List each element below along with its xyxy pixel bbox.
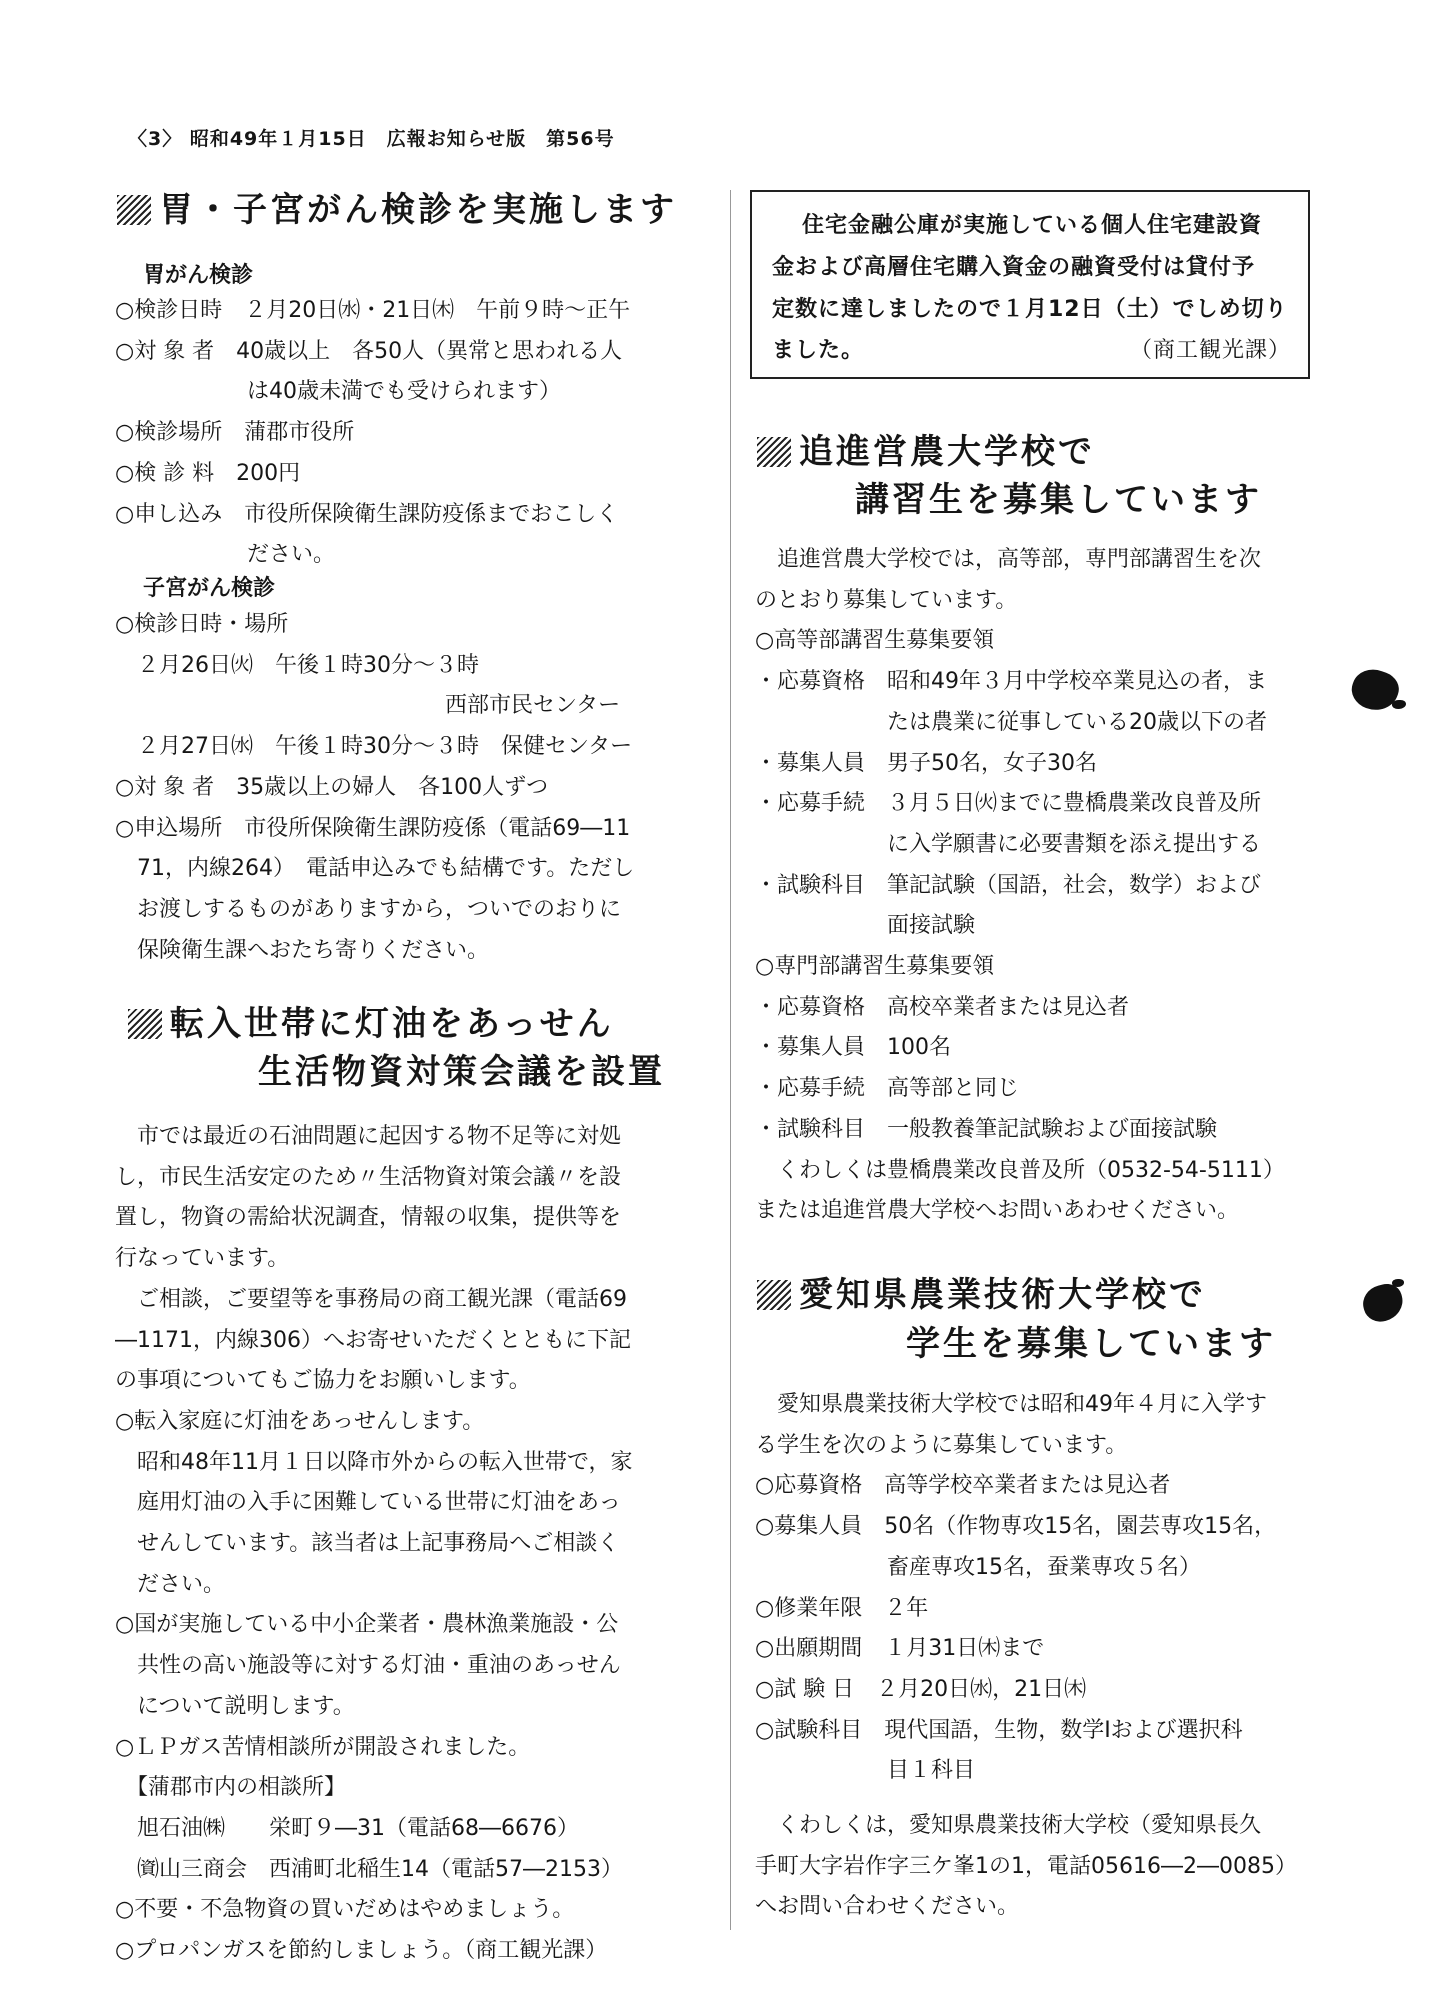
text-line: 目１科目	[755, 1758, 976, 1784]
text-line: 愛知県農業技術大学校では昭和49年４月に入学す	[755, 1392, 1267, 1417]
text-line: ○修業年限 ２年	[755, 1595, 929, 1621]
text-line: ○検診日時・場所	[115, 612, 289, 637]
text-line: お渡しするものがありますから，ついでのおりに	[115, 896, 622, 922]
notice-dept: （商工観光課）	[1130, 338, 1292, 363]
hatch-mark-icon	[757, 437, 791, 467]
text-line: ・募集人員 男子50名，女子30名	[755, 750, 1097, 776]
ink-blot-mark	[1359, 1280, 1407, 1325]
text-line: について説明します。	[115, 1693, 355, 1719]
section-title-agri-school	[757, 428, 1095, 476]
text-line: くわしくは豊橋農業改良普及所（0532-54-5111）	[755, 1157, 1285, 1183]
ink-blot-mark	[1392, 1279, 1404, 1287]
text-line: し，市民生活安定のため〃生活物資対策会議〃を設	[115, 1164, 622, 1190]
text-line: ・試験科目 筆記試験（国語，社会，数学）および	[755, 872, 1262, 898]
text-line: へお問い合わせください。	[755, 1894, 1020, 1920]
text-line: ○高等部講習生募集要領	[755, 628, 995, 654]
text-line: ・応募資格 高校卒業者または見込者	[755, 994, 1130, 1020]
text-line: ○試験科目 現代国語，生物，数学Ⅰおよび選択科	[755, 1717, 1243, 1743]
text-line: ○申込場所 市役所保険衛生課防疫係（電話69―11	[115, 815, 631, 841]
section-title-kerosene	[128, 1000, 614, 1048]
text-line: のとおり募集しています。	[755, 587, 1018, 613]
text-line: 71，内線264） 電話申込みでも結構です。ただし	[115, 856, 635, 882]
text-line: ○ＬＰガス苦情相談所が開設されました。	[115, 1734, 531, 1760]
text-line: 市では最近の石油問題に起因する物不足等に対処	[115, 1124, 622, 1149]
kerosene-details	[115, 1117, 715, 1972]
text-line: ださい。	[115, 542, 336, 568]
text-line: ○出願期間 １月31日㈭まで	[755, 1636, 1045, 1662]
section-subtitle-council: 生活物資対策会議を設置	[258, 1052, 665, 1092]
text-line: ご相談，ご要望等を事務局の商工観光課（電話69	[115, 1286, 627, 1312]
text-line: ○対 象 者 40歳以上 各50人（異常と思われる人	[115, 338, 623, 364]
section-title-text: 胃・子宮がん検診を実施します	[159, 190, 677, 230]
text-line: 保険衛生課へおたち寄りください。	[115, 937, 490, 963]
ink-blot-mark	[1392, 700, 1406, 709]
section-subtitle-trainees: 講習生を募集しています	[855, 480, 1262, 520]
text-line: 旭石油㈱ 栄町９―31（電話68―6676）	[115, 1815, 579, 1841]
text-line: ○対 象 者 35歳以上の婦人 各100人ずつ	[115, 774, 549, 800]
section-title-text: 愛知県農業技術大学校で	[799, 1275, 1206, 1315]
text-line: ―1171，内線306）へお寄せいただくとともに下記	[115, 1327, 631, 1353]
page-header: 〈3〉 昭和49年１月15日 広報お知らせ版 第56号	[128, 128, 615, 150]
text-line: ○専門部講習生募集要領	[755, 954, 995, 980]
text-line: ○国が実施している中小企業者・農林漁業施設・公	[115, 1612, 619, 1638]
text-line: ２月26日㈫ 午後１時30分〜３時	[115, 652, 479, 678]
text-line: たは農業に従事している20歳以下の者	[755, 709, 1267, 735]
text-line: ・応募資格 昭和49年３月中学校卒業見込の者，ま	[755, 669, 1267, 695]
text-line: ○転入家庭に灯油をあっせんします。	[115, 1408, 485, 1434]
notice-line: 金および高層住宅購入資金の融資受付は貸付予	[772, 255, 1256, 280]
text-line: 昭和48年11月１日以降市外からの転入世帯で，家	[115, 1449, 633, 1475]
spacer	[755, 1792, 1355, 1806]
text-line: ○検診場所 蒲郡市役所	[115, 420, 355, 446]
subheading-uterine-cancer: 子宮がん検診	[143, 576, 276, 601]
text-line: 【蒲郡市内の相談所】	[115, 1775, 347, 1801]
text-line: せんしています。該当者は上記事務局へご相談く	[115, 1531, 620, 1557]
text-line: ○試 験 日 ２月20日㈬，21日㈭	[755, 1676, 1087, 1702]
text-line: ２月27日㈬ 午後１時30分〜３時 保健センター	[115, 734, 633, 760]
text-line: は40歳未満でも受けられます）	[115, 379, 561, 405]
text-line: ○検 診 料 200円	[115, 460, 301, 486]
column-divider	[730, 190, 731, 1930]
text-line: ○プロパンガスを節約しましょう。（商工観光課）	[115, 1938, 608, 1964]
text-line: ・募集人員 100名	[755, 1035, 951, 1061]
stomach-cancer-details	[115, 291, 715, 576]
agri-school-details	[755, 540, 1355, 1232]
section-subtitle-students: 学生を募集しています	[906, 1324, 1276, 1364]
text-line: ○検診日時 ２月20日㈬・21日㈭ 午前９時〜正午	[115, 298, 631, 323]
text-line: 西部市民センター	[115, 693, 621, 719]
text-line: ・応募手続 ３月５日㈫までに豊橋農業改良普及所	[755, 791, 1262, 817]
text-line: ○不要・不急物資の買いだめはやめましょう。	[115, 1897, 575, 1923]
text-line: 行なっています。	[115, 1246, 290, 1272]
notice-line: ました。	[772, 338, 865, 363]
text-line: ㈾山三商会 西浦町北稲生14（電話57―2153）	[115, 1856, 623, 1882]
text-line: 庭用灯油の入手に困難している世帯に灯油をあっ	[115, 1490, 621, 1516]
text-line: 追進営農大学校では，高等部，専門部講習生を次	[755, 547, 1262, 572]
text-line: くわしくは，愛知県農業技術大学校（愛知県長久	[755, 1813, 1262, 1839]
subheading-stomach-cancer: 胃がん検診	[143, 263, 254, 288]
section-title-text: 追進営農大学校で	[799, 432, 1095, 472]
text-line: 手町大字岩作字三ケ峯1の1，電話05616―2―0085）	[755, 1853, 1297, 1879]
section-title-aichi-school	[757, 1271, 1206, 1319]
hatch-mark-icon	[117, 195, 151, 225]
text-line: ださい。	[115, 1571, 226, 1597]
text-line: 共性の高い施設等に対する灯油・重油のあっせん	[115, 1653, 621, 1679]
section-title-text: 転入世帯に灯油をあっせん	[170, 1004, 614, 1044]
text-line: ・応募手続 高等部と同じ	[755, 1076, 1020, 1102]
text-line: 畜産専攻15名，蚕業専攻５名）	[755, 1554, 1201, 1580]
text-line: に入学願書に必要書類を添え提出する	[755, 831, 1262, 857]
text-line: ○申し込み 市役所保険衛生課防疫係までおこしく	[115, 501, 619, 527]
section-title-cancer-screening	[117, 186, 677, 234]
text-line: る学生を次のように募集しています。	[755, 1432, 1128, 1458]
hatch-mark-icon	[757, 1280, 791, 1310]
text-line: 面接試験	[755, 913, 976, 939]
text-line: または追進営農大学校へお問いあわせください。	[755, 1198, 1240, 1224]
hatch-mark-icon	[128, 1009, 162, 1039]
text-line: の事項についてもご協力をお願いします。	[115, 1368, 531, 1394]
text-line: ○募集人員 50名（作物専攻15名，園芸専攻15名，	[755, 1514, 1277, 1540]
aichi-school-details	[755, 1385, 1355, 1928]
text-line: ・試験科目 一般教養筆記試験および面接試験	[755, 1116, 1218, 1142]
notice-line: 住宅金融公庫が実施している個人住宅建設資	[802, 213, 1263, 238]
notice-line: 定数に達しましたので１月12日（土）でしめ切り	[772, 297, 1288, 322]
notice-box	[750, 190, 1310, 379]
uterine-cancer-details	[115, 605, 715, 971]
text-line: ○応募資格 高等学校卒業者または見込者	[755, 1473, 1171, 1499]
text-line: 置し，物資の需給状況調査，情報の収集，提供等を	[115, 1205, 622, 1231]
